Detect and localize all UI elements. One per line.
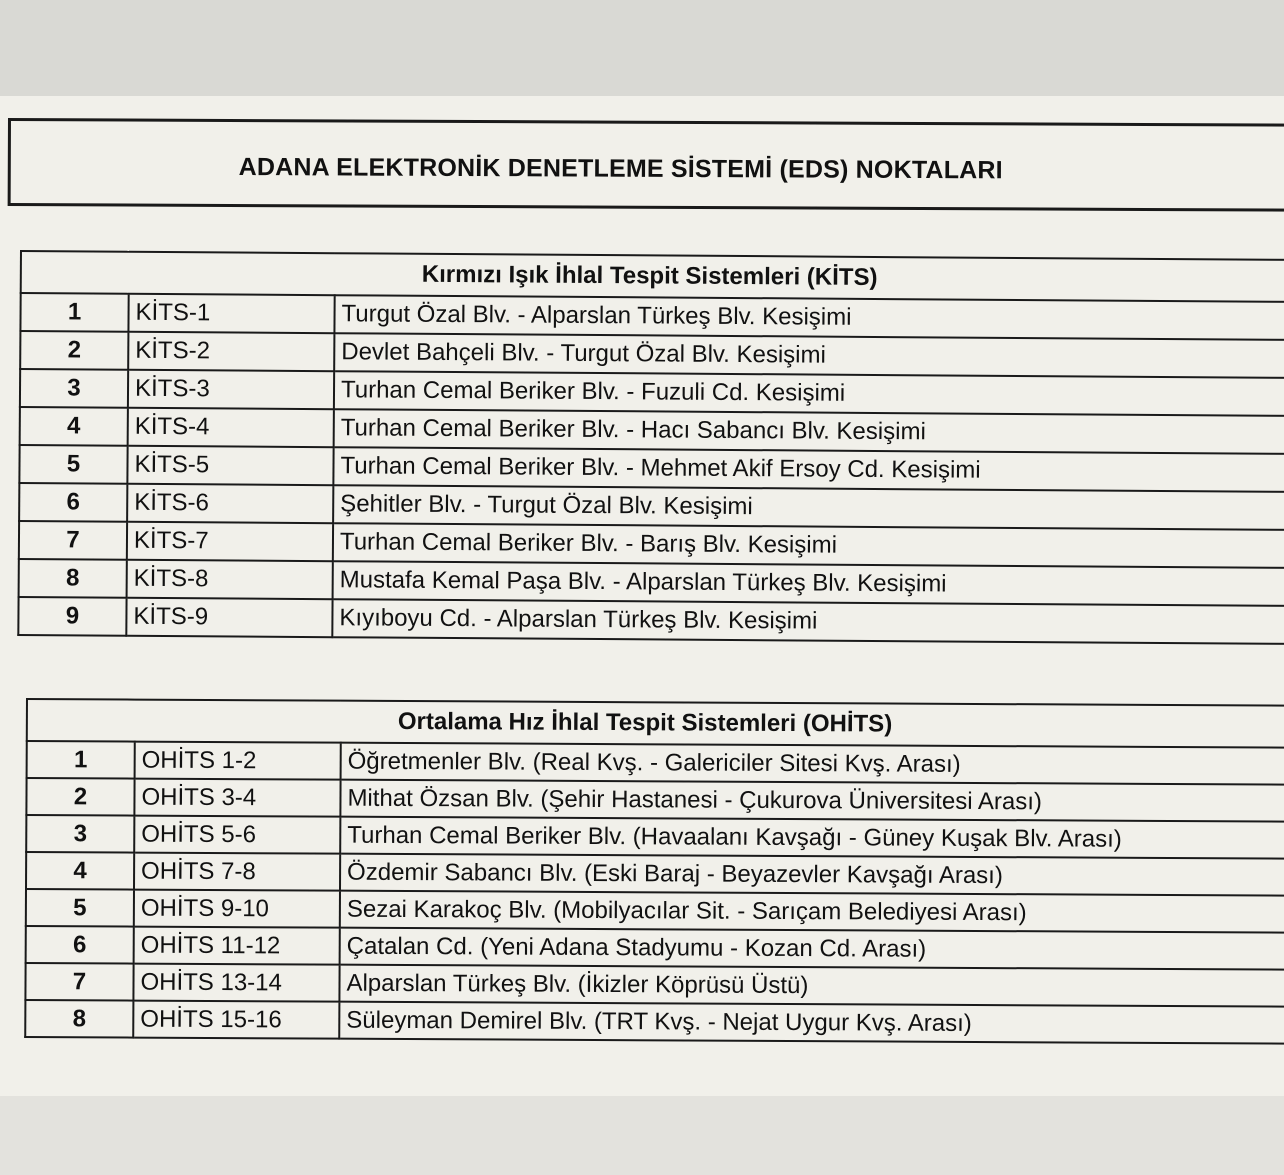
row-number: 4	[26, 852, 134, 890]
ohits-table-wrapper	[24, 698, 1284, 1045]
row-number: 6	[19, 483, 127, 522]
row-number: 9	[18, 597, 126, 636]
row-code: KİTS-2	[128, 332, 334, 371]
row-code: OHİTS 3-4	[134, 779, 340, 817]
background-strip	[0, 1096, 1284, 1175]
row-location: Turhan Cemal Beriker Blv. (Havaalanı Kavşağı - Güney Kuşak Blv. Arası)	[340, 817, 1284, 859]
row-number: 7	[19, 521, 127, 560]
row-location: Turhan Cemal Beriker Blv. - Hacı Sabancı Blv. Kesişimi	[334, 409, 1284, 454]
row-location: Turhan Cemal Beriker Blv. - Mehmet Akif Ersoy Cd. Kesişimi	[333, 447, 1284, 492]
row-number: 6	[26, 926, 134, 964]
document-title: ADANA ELEKTRONİK DENETLEME SİSTEMİ (EDS) NOKTALARI	[238, 152, 1003, 184]
kits-heading-text: Kırmızı Işık İhlal Tespit Sistemleri (KİTS)	[421, 260, 878, 291]
row-code: OHİTS 1-2	[135, 742, 341, 780]
row-code: KİTS-5	[127, 446, 333, 485]
row-location: Turhan Cemal Beriker Blv. - Fuzuli Cd. Kesişimi	[334, 371, 1284, 416]
row-location: Süleyman Demirel Blv. (TRT Kvş. - Nejat Uygur Kvş. Arası)	[339, 1002, 1284, 1044]
row-code: KİTS-6	[127, 484, 333, 523]
kits-table-body	[18, 293, 1284, 644]
row-number: 2	[20, 331, 128, 370]
row-number: 8	[19, 559, 127, 598]
row-number: 1	[27, 741, 135, 779]
row-location: Turhan Cemal Beriker Blv. - Barış Blv. Kesişimi	[333, 523, 1284, 568]
row-number: 3	[20, 369, 128, 408]
row-location: Öğretmenler Blv. (Real Kvş. - Galericiler Sitesi Kvş. Arası)	[341, 743, 1284, 785]
row-number: 5	[19, 445, 127, 484]
row-location: Mustafa Kemal Paşa Blv. - Alparslan Türkeş Blv. Kesişimi	[333, 561, 1284, 606]
row-number: 8	[25, 1000, 133, 1038]
table-row	[18, 597, 1284, 644]
kits-table-wrapper	[17, 250, 1284, 645]
row-code: KİTS-1	[128, 294, 334, 333]
ohits-heading	[27, 699, 1284, 748]
kits-table	[17, 250, 1284, 645]
ohits-heading-row	[27, 699, 1284, 748]
row-location: Sezai Karakoç Blv. (Mobilyacılar Sit. - Sarıçam Belediyesi Arası)	[340, 891, 1284, 933]
row-number: 5	[26, 889, 134, 927]
row-number: 3	[26, 815, 134, 853]
ohits-heading-text: Ortalama Hız İhlal Tespit Sistemleri (OHİTS)	[397, 707, 893, 738]
row-code: KİTS-3	[128, 370, 334, 409]
row-location: Turgut Özal Blv. - Alparslan Türkeş Blv. Kesişimi	[334, 295, 1284, 340]
title-box	[8, 118, 1284, 212]
row-location: Devlet Bahçeli Blv. - Turgut Özal Blv. Kesişimi	[334, 333, 1284, 378]
table-row	[25, 1000, 1284, 1044]
row-location: Çatalan Cd. (Yeni Adana Stadyumu - Kozan Cd. Arası)	[340, 928, 1284, 970]
row-number: 7	[25, 963, 133, 1001]
row-code: OHİTS 5-6	[134, 816, 340, 854]
row-code: KİTS-4	[128, 408, 334, 447]
row-code: OHİTS 11-12	[134, 927, 340, 965]
row-code: OHİTS 13-14	[133, 964, 339, 1002]
ohits-table	[24, 698, 1284, 1045]
row-location: Şehitler Blv. - Turgut Özal Blv. Kesişimi	[333, 485, 1284, 530]
row-location: Kıyıboyu Cd. - Alparslan Türkeş Blv. Kesişimi	[332, 599, 1284, 644]
row-location: Mithat Özsan Blv. (Şehir Hastanesi - Çukurova Üniversitesi Arası)	[340, 780, 1284, 822]
ohits-table-body	[25, 741, 1284, 1044]
row-number: 1	[20, 293, 128, 332]
row-code: KİTS-9	[126, 598, 332, 637]
row-code: KİTS-7	[127, 522, 333, 561]
row-number: 2	[26, 778, 134, 816]
row-code: OHİTS 15-16	[133, 1001, 339, 1039]
row-code: OHİTS 9-10	[134, 890, 340, 928]
row-code: OHİTS 7-8	[134, 853, 340, 891]
row-code: KİTS-8	[127, 560, 333, 599]
row-location: Alparslan Türkeş Blv. (İkizler Köprüsü Üstü)	[339, 965, 1284, 1007]
row-location: Özdemir Sabancı Blv. (Eski Baraj - Beyazevler Kavşağı Arası)	[340, 854, 1284, 896]
row-number: 4	[20, 407, 128, 446]
